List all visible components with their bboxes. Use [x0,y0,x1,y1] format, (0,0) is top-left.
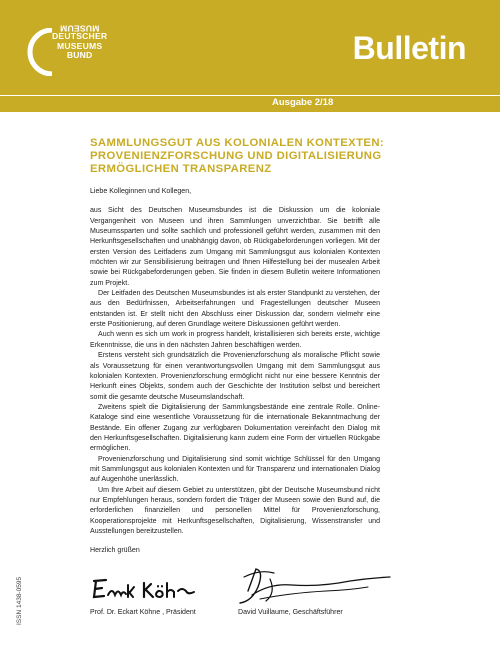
issue-bar [0,95,500,112]
paragraph-2: Der Leitfaden des Deutschen Museumsbundes ist als erster Standpunkt zu verstehen, der aus den Bedürfnissen, Arbeitserfahrungen und Fragestellungen deutscher Museen entstanden ist. Er stellt nicht den Abschluss einer Diskussion dar, sondern vielmehr eine erste Positionierung, auf deren Grundlage weitere Diskussionen geführt werden. [90,290,380,329]
paragraph-7: Um Ihre Arbeit auf diesem Gebiet zu unterstützen, gibt der Deutsche Museumsbund nicht nur Empfehlungen heraus, sondern fordert die Träger der Museen sowie den Bund auf, die erforderlichen finanziellen und personellen Mittel für Provenienzforschung, Kooperationsprojekte mit Herkunftsgesellschaften, Digitalisierung, Wissenstransfer und Ausstellungen bereitzustellen. [90,486,380,535]
paragraph-1: aus Sicht des Deutschen Museumsbundes ist die Diskussion um die koloniale Vergangenheit von Museen und ihren Sammlungen unverzichtbar. Sie betrifft alle Museumssparten und sollte sachlich und professionell geführt werden, zusammen mit den Herkunftsgesellschaften und unabhängig davon, ob Rückgabeforderungen vorliegen. Mit der ersten Version des Leitfadens zum Umgang mit Sammlungsgut aus kolonialen Kontexten möchten wir zur Sensibilisierung beitragen und Ihnen Hilfestellung bei der musealen Arbeit sowie bei Rückgabeforderungen geben. Sie finden in diesem Bulletin weitere Informationen zum Projekt. [90,207,380,287]
paragraph-5: Zweitens spielt die Digitalisierung der Sammlungsbestände eine zentrale Rolle. Online-Kataloge sind eine wesentliche Voraussetzung für die internationale Bekanntmachung der Bestände. Ein offener Zugang zur verfügbaren Dokumentation vereinfacht den Dialog mit den Herkunftsgesellschaften. Digitalisierung kann zudem eine Form der virtuellen Rückgabe ermöglichen. [90,403,380,453]
article-body [90,187,380,557]
logo-word-flipped: MUSEUM [59,23,100,34]
museumsbund-logo [26,22,146,82]
issn-label: ISSN 1438-0595 [16,576,23,625]
header-band [0,0,500,112]
issue-label: Ausgabe 2/18 [272,97,334,108]
paragraph-6: Provenienzforschung und Digitalisierung sind somit wichtige Schlüssel für den Umgang mit Sammlungsgut aus kolonialen Kontexten und für Transparenz und internationalen Dialog auf Augenhöhe unerlässlich. [90,455,380,484]
headline-line-3: ERMÖGLICHEN TRANSPARENZ [90,163,272,176]
logo-text [52,23,107,61]
signatory-right-name: David Vuillaume, Geschäftsführer [238,609,343,616]
paragraph-4: Erstens versteht sich grundsätzlich die Provenienzforschung als moralische Pflicht sowie als Voraussetzung für einen verantwortungsvollen Umgang mit dem Sammlungsgut aus kolonialen Kontexten. Provenienzforschung ermöglicht nicht nur eine bessere Kenntnis der Herkunft eines Objekts, sondern auch der Geschichte der Institution selbst und bereichert somit die gesamte deutsche Museumslandschaft. [90,352,380,401]
headline-line-2: PROVENIENZFORSCHUNG UND DIGITALISIERUNG [90,150,382,163]
logo-word-2: MUSEUMS [56,40,103,51]
greeting: Liebe Kolleginnen und Kollegen, [90,188,192,195]
signature-koehne [90,575,210,609]
closing: Herzlich grüßen [90,547,140,555]
signature-vuillaume [230,565,410,613]
logo-arc-icon [26,28,54,76]
page-title: Bulletin [352,30,466,66]
logo-word-1: DEUTSCHER [52,31,108,42]
signature-area [90,565,470,625]
headline-line-1: SAMMLUNGSGUT AUS KOLONIALEN KONTEXTEN: [90,137,385,149]
signatory-left-name: Prof. Dr. Eckart Köhne , Präsident [90,609,196,616]
logo-word-3: BUND [66,50,93,61]
article-headline [90,137,470,177]
paragraph-3: Auch wenn es sich um work in progress handelt, kristallisieren sich bereits erste, wichtige Erkenntnisse, die uns in den nächsten Jahren beschäftigen werden. [90,331,380,349]
